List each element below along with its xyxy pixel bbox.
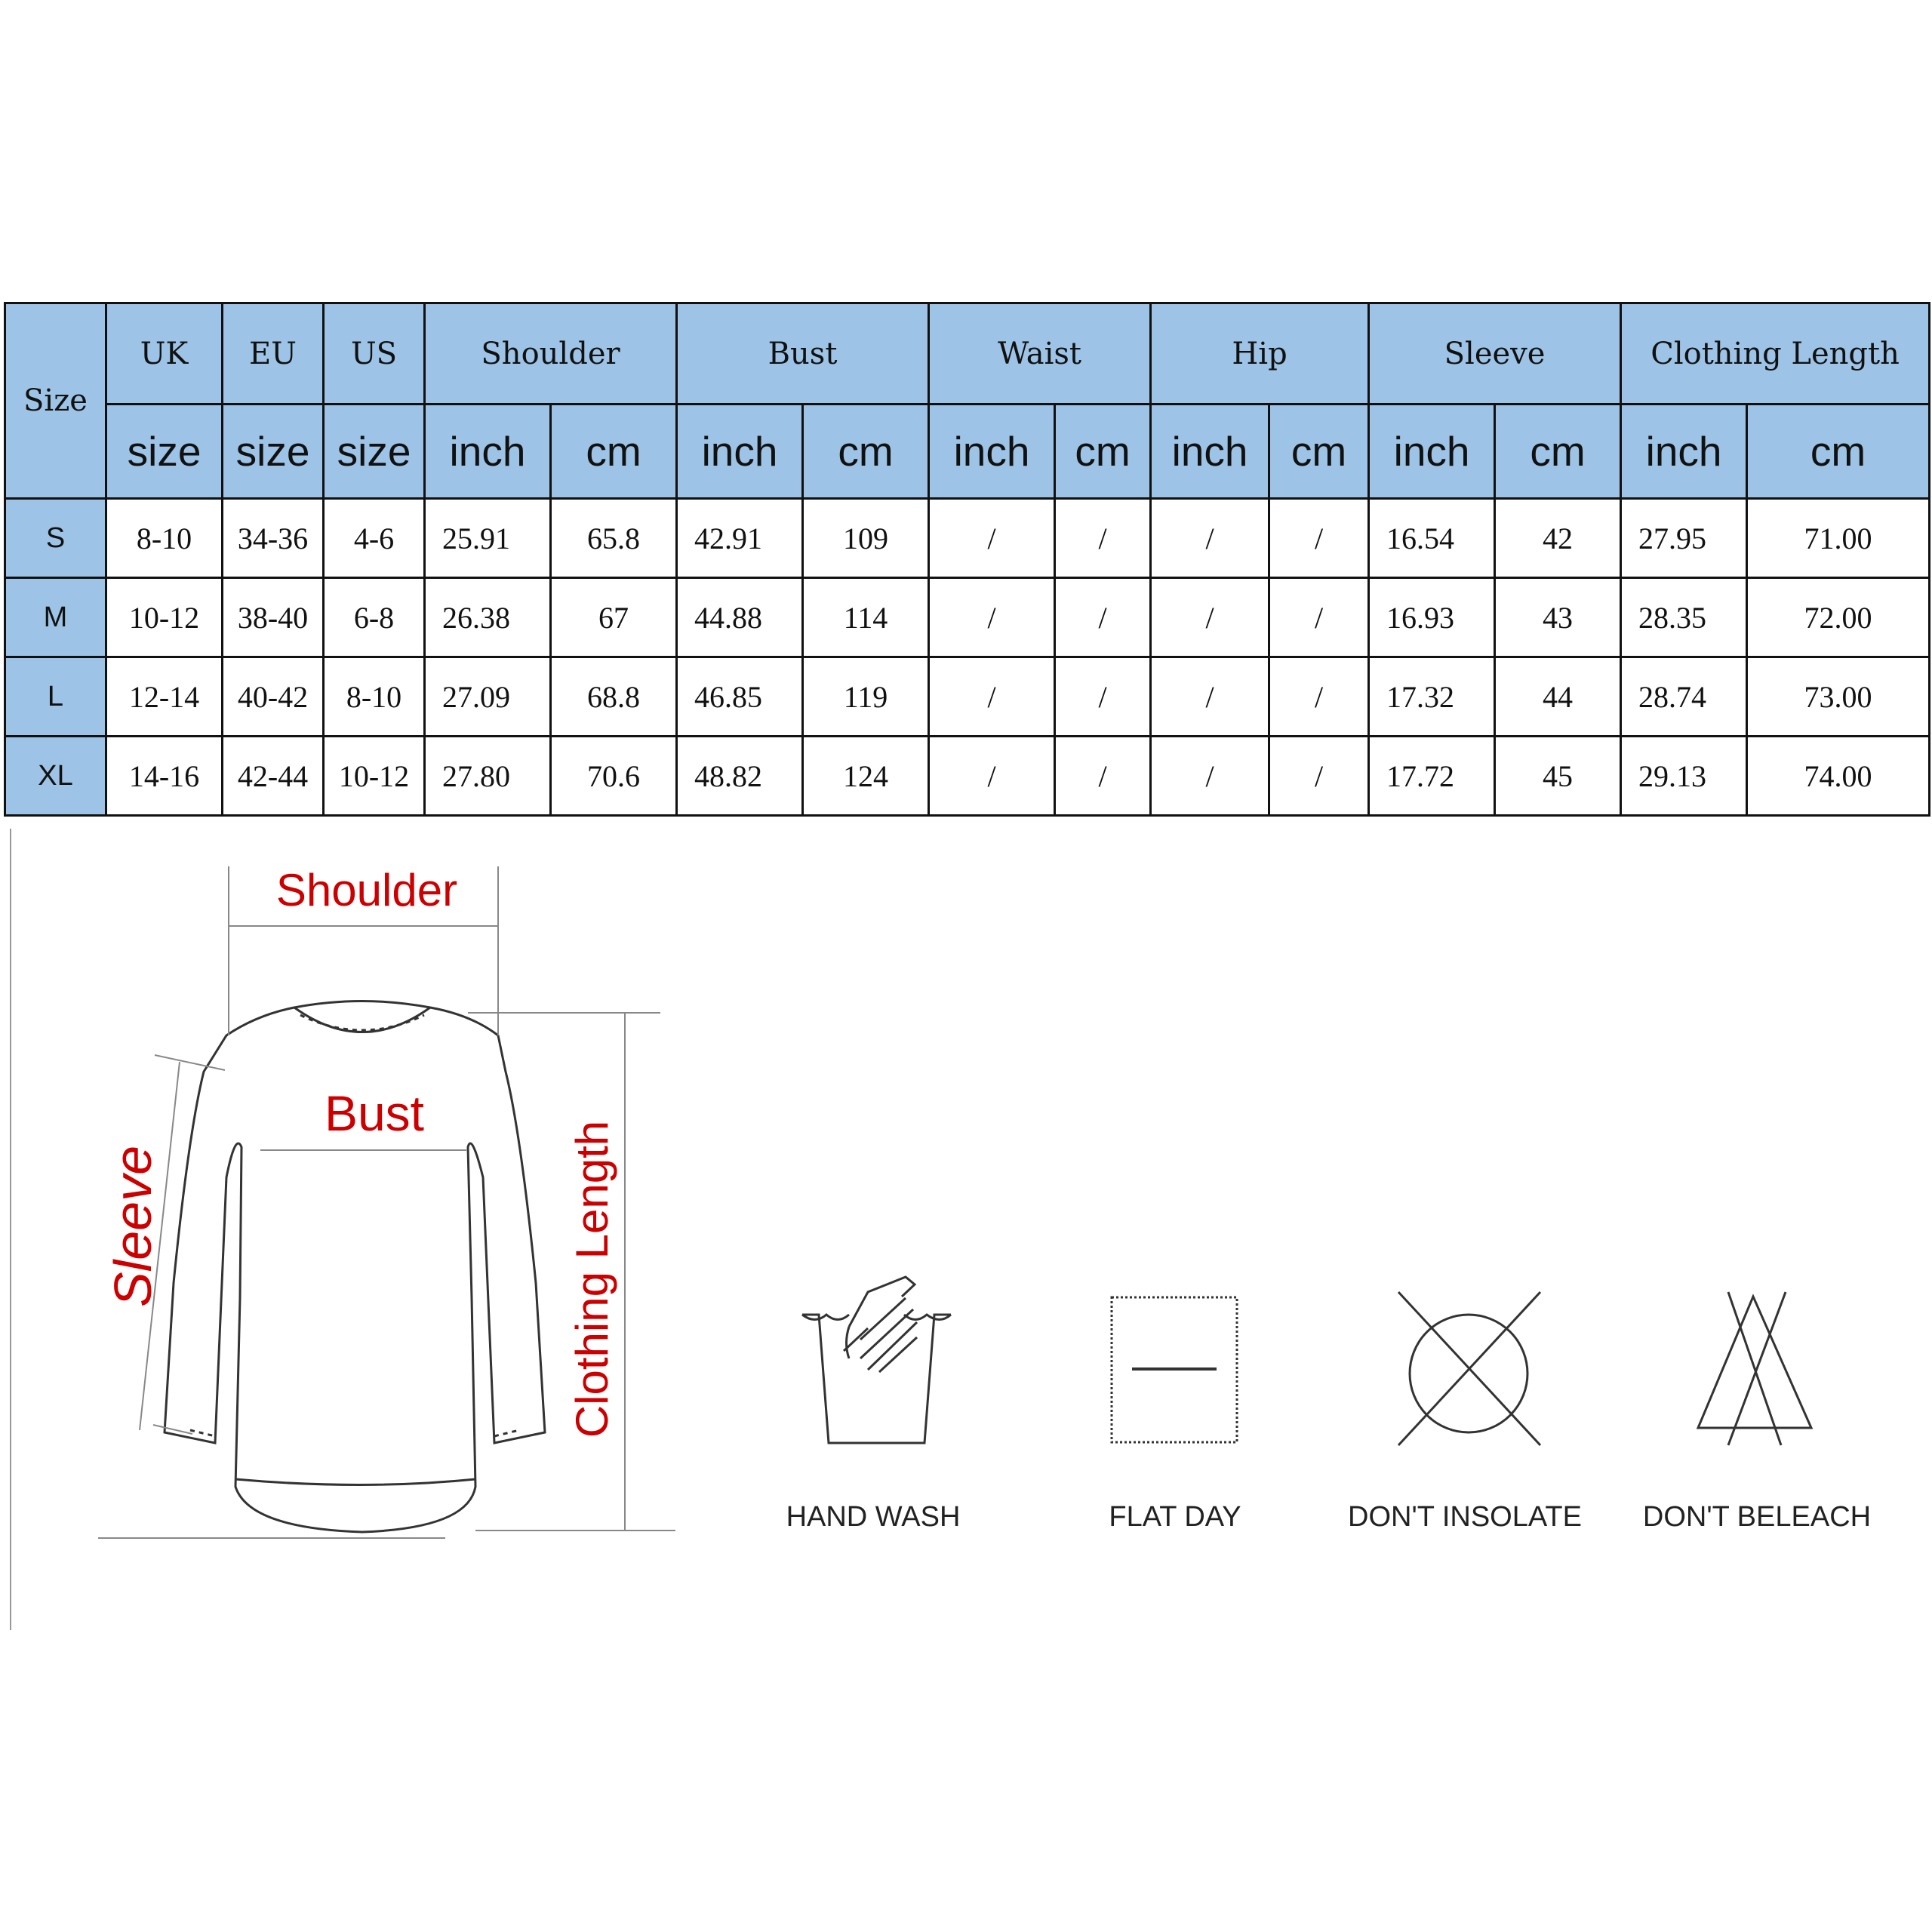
header-hip: Hip (1151, 303, 1369, 405)
row-size-label: M (5, 578, 106, 657)
dont-bleach-icon (1698, 1292, 1811, 1445)
header-size: Size (5, 303, 106, 499)
table-cell: 48.82 (677, 737, 803, 816)
table-row (5, 499, 1930, 578)
table-cell: 67 (551, 578, 677, 657)
dont-insolate-icon (1398, 1292, 1540, 1445)
hand-wash-icon (802, 1277, 951, 1443)
table-cell: 71.00 (1747, 499, 1930, 578)
size-chart-table (4, 302, 1930, 817)
table-cell: / (1055, 657, 1151, 737)
table-cell: 6-8 (324, 578, 425, 657)
header-row-groups (5, 303, 1930, 405)
table-cell: 27.80 (425, 737, 551, 816)
sweater-outline-icon (165, 1001, 545, 1533)
unit-header: cm (1495, 405, 1621, 499)
header-us: US (324, 303, 425, 405)
table-cell: 72.00 (1747, 578, 1930, 657)
header-clothing-length: Clothing Length (1621, 303, 1930, 405)
header-row-units (5, 405, 1930, 499)
unit-header: inch (1151, 405, 1269, 499)
table-cell: 27.09 (425, 657, 551, 737)
table-cell: 70.6 (551, 737, 677, 816)
table-cell: 10-12 (324, 737, 425, 816)
table-cell: 45 (1495, 737, 1621, 816)
row-size-label: XL (5, 737, 106, 816)
table-cell: 27.95 (1621, 499, 1747, 578)
table-cell: / (1269, 737, 1369, 816)
table-cell: 16.54 (1369, 499, 1495, 578)
table-cell: 14-16 (106, 737, 223, 816)
unit-header: size (223, 405, 324, 499)
table-cell: / (929, 657, 1055, 737)
table-cell: 28.35 (1621, 578, 1747, 657)
table-cell: 29.13 (1621, 737, 1747, 816)
care-label-hand-wash: HAND WASH (786, 1501, 961, 1533)
unit-header: inch (425, 405, 551, 499)
unit-header: cm (1747, 405, 1930, 499)
table-cell: 43 (1495, 578, 1621, 657)
sleeve-label: Sleeve (103, 1145, 162, 1308)
header-eu: EU (223, 303, 324, 405)
header-shoulder: Shoulder (425, 303, 677, 405)
table-cell: / (929, 578, 1055, 657)
bust-label: Bust (324, 1085, 425, 1141)
unit-header: inch (929, 405, 1055, 499)
unit-header: size (106, 405, 223, 499)
unit-header: cm (1055, 405, 1151, 499)
table-cell: 25.91 (425, 499, 551, 578)
table-cell: 8-10 (106, 499, 223, 578)
table-cell: 26.38 (425, 578, 551, 657)
unit-header: cm (803, 405, 929, 499)
row-size-label: S (5, 499, 106, 578)
table-cell: / (1269, 657, 1369, 737)
table-row (5, 737, 1930, 816)
table-cell: / (1151, 657, 1269, 737)
care-label-flat-dry: FLAT DAY (1109, 1501, 1241, 1533)
table-cell: 42-44 (223, 737, 324, 816)
shoulder-label: Shoulder (275, 865, 458, 915)
table-cell: / (1151, 499, 1269, 578)
table-cell: 4-6 (324, 499, 425, 578)
header-waist: Waist (929, 303, 1151, 405)
table-cell: 16.93 (1369, 578, 1495, 657)
table-cell: / (1269, 578, 1369, 657)
table-cell: 44.88 (677, 578, 803, 657)
table-cell: / (929, 499, 1055, 578)
table-cell: 38-40 (223, 578, 324, 657)
table-cell: 73.00 (1747, 657, 1930, 737)
clothing-length-label: Clothing Length (567, 1120, 617, 1438)
table-cell: 40-42 (223, 657, 324, 737)
flat-dry-icon (1112, 1297, 1237, 1442)
table-cell: 119 (803, 657, 929, 737)
unit-header: size (324, 405, 425, 499)
unit-header: inch (677, 405, 803, 499)
table-cell: / (929, 737, 1055, 816)
row-size-label: L (5, 657, 106, 737)
table-cell: / (1055, 737, 1151, 816)
table-cell: / (1055, 499, 1151, 578)
table-cell: 44 (1495, 657, 1621, 737)
table-row (5, 657, 1930, 737)
table-cell: 65.8 (551, 499, 677, 578)
garment-diagram-and-care (0, 823, 1932, 1653)
table-cell: 42 (1495, 499, 1621, 578)
table-cell: 114 (803, 578, 929, 657)
table-cell: 17.72 (1369, 737, 1495, 816)
table-cell: / (1055, 578, 1151, 657)
table-cell: 8-10 (324, 657, 425, 737)
unit-header: inch (1621, 405, 1747, 499)
table-cell: 124 (803, 737, 929, 816)
header-uk: UK (106, 303, 223, 405)
table-cell: / (1151, 737, 1269, 816)
header-bust: Bust (677, 303, 929, 405)
unit-header: cm (1269, 405, 1369, 499)
header-sleeve: Sleeve (1369, 303, 1621, 405)
table-cell: / (1269, 499, 1369, 578)
table-cell: 74.00 (1747, 737, 1930, 816)
table-cell: 10-12 (106, 578, 223, 657)
table-cell: 42.91 (677, 499, 803, 578)
table-cell: 28.74 (1621, 657, 1747, 737)
unit-header: inch (1369, 405, 1495, 499)
table-cell: 109 (803, 499, 929, 578)
table-cell: / (1151, 578, 1269, 657)
table-cell: 17.32 (1369, 657, 1495, 737)
unit-header: cm (551, 405, 677, 499)
care-label-dont-bleach: DON'T BELEACH (1642, 1501, 1872, 1533)
table-cell: 12-14 (106, 657, 223, 737)
table-cell: 46.85 (677, 657, 803, 737)
table-cell: 68.8 (551, 657, 677, 737)
care-label-dont-insolate: DON'T INSOLATE (1348, 1501, 1582, 1533)
table-row (5, 578, 1930, 657)
table-cell: 34-36 (223, 499, 324, 578)
